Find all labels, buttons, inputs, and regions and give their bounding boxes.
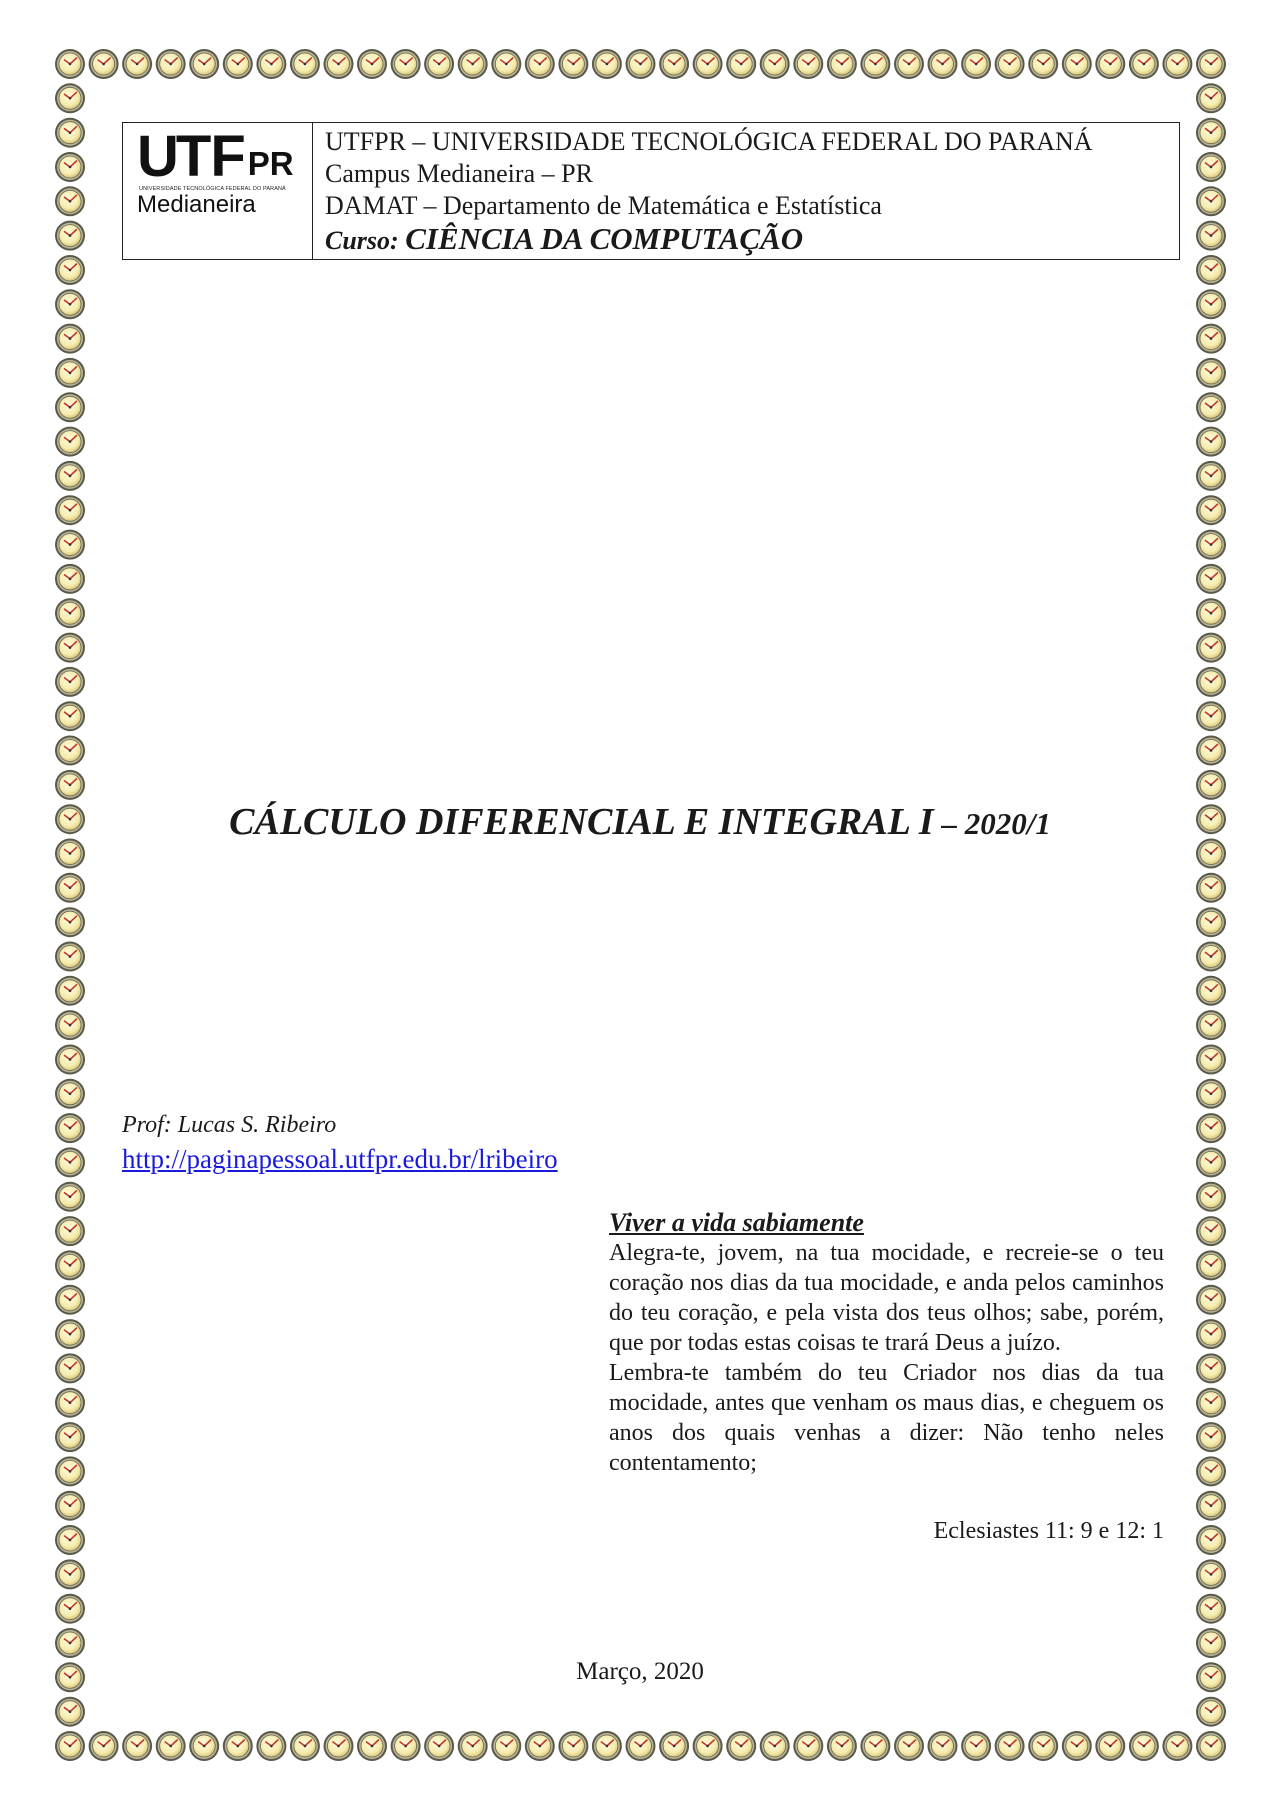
clock-icon xyxy=(793,49,823,79)
quote-box xyxy=(609,1208,1164,1546)
clock-icon xyxy=(961,1731,991,1761)
clock-icon xyxy=(1196,118,1226,148)
clock-icon xyxy=(55,633,85,663)
course-value: CIÊNCIA DA COMPUTAÇÃO xyxy=(405,221,804,256)
clock-icon xyxy=(1196,942,1226,972)
clock-icon xyxy=(1196,83,1226,113)
clock-icon xyxy=(1095,1731,1125,1761)
clock-icon xyxy=(55,221,85,251)
clock-icon xyxy=(357,1731,387,1761)
clock-icon xyxy=(324,1731,354,1761)
quote-title: Viver a vida sabiamente xyxy=(609,1208,864,1237)
clock-icon xyxy=(1196,186,1226,216)
clock-icon xyxy=(55,392,85,422)
clock-icon xyxy=(357,49,387,79)
document-date: Março, 2020 xyxy=(576,1658,704,1685)
clock-icon xyxy=(1196,461,1226,491)
clock-icon xyxy=(55,1525,85,1555)
clock-icon xyxy=(424,1731,454,1761)
clock-icon xyxy=(55,1491,85,1521)
clock-icon xyxy=(1196,358,1226,388)
clock-icon xyxy=(928,1731,958,1761)
clock-icon xyxy=(995,1731,1025,1761)
clock-icon xyxy=(626,1731,656,1761)
clock-icon xyxy=(55,255,85,285)
course-label: Curso: xyxy=(325,226,399,255)
logo-mark: UT F PR xyxy=(137,124,294,189)
clock-icon xyxy=(55,152,85,182)
clock-icon xyxy=(55,1422,85,1452)
clock-icon xyxy=(961,49,991,79)
clock-icon xyxy=(1196,667,1226,697)
clock-icon xyxy=(1196,1731,1226,1761)
clock-icon xyxy=(122,49,152,79)
clock-icon xyxy=(1196,1697,1226,1727)
clock-icon xyxy=(55,495,85,525)
clock-icon xyxy=(1196,255,1226,285)
clock-icon xyxy=(55,1285,85,1315)
clock-icon xyxy=(558,49,588,79)
clock-icon xyxy=(156,49,186,79)
clock-icon xyxy=(995,49,1025,79)
clock-icon xyxy=(1196,1147,1226,1177)
clock-icon xyxy=(89,49,119,79)
clock-icon xyxy=(1196,1113,1226,1143)
clock-icon xyxy=(693,49,723,79)
clock-icon xyxy=(290,1731,320,1761)
clock-icon xyxy=(1196,598,1226,628)
clock-icon xyxy=(55,976,85,1006)
clock-icon xyxy=(1196,1353,1226,1383)
clock-icon xyxy=(55,1697,85,1727)
clock-icon xyxy=(1196,1491,1226,1521)
clock-icon xyxy=(55,1010,85,1040)
clock-icon xyxy=(1062,1731,1092,1761)
clock-icon xyxy=(55,461,85,491)
title-year: – 2020/1 xyxy=(933,806,1051,841)
clock-icon xyxy=(558,1731,588,1761)
clock-icon xyxy=(290,49,320,79)
clock-icon xyxy=(1028,49,1058,79)
clock-icon xyxy=(1196,1594,1226,1624)
clock-icon xyxy=(491,49,521,79)
clock-icon xyxy=(894,1731,924,1761)
clock-icon xyxy=(55,736,85,766)
clock-icon xyxy=(391,49,421,79)
clock-icon xyxy=(1196,530,1226,560)
clock-icon xyxy=(827,1731,857,1761)
clock-icon xyxy=(1196,1182,1226,1212)
clock-icon xyxy=(55,1250,85,1280)
clock-icon xyxy=(55,118,85,148)
clock-icon xyxy=(55,942,85,972)
clock-icon xyxy=(1196,1456,1226,1486)
clock-icon xyxy=(55,1182,85,1212)
clock-icon xyxy=(55,1319,85,1349)
clock-icon xyxy=(525,49,555,79)
clock-icon xyxy=(1196,1525,1226,1555)
clock-icon xyxy=(1196,1628,1226,1658)
clock-icon xyxy=(1196,736,1226,766)
clock-icon xyxy=(55,1388,85,1418)
clock-icon xyxy=(1196,564,1226,594)
clock-icon xyxy=(592,49,622,79)
clock-icon xyxy=(726,49,756,79)
clock-icon xyxy=(1196,495,1226,525)
clock-icon xyxy=(1196,633,1226,663)
clock-icon xyxy=(1196,1319,1226,1349)
clock-icon xyxy=(55,1731,85,1761)
clock-icon xyxy=(1162,49,1192,79)
clock-icon xyxy=(458,1731,488,1761)
clock-icon xyxy=(1129,49,1159,79)
institution-info xyxy=(313,123,1179,259)
clock-icon xyxy=(827,49,857,79)
clock-icon xyxy=(55,1216,85,1246)
clock-icon xyxy=(1129,1731,1159,1761)
department-name: DAMAT – Departamento de Matemática e Estatística xyxy=(325,191,882,220)
clock-icon xyxy=(55,186,85,216)
clock-icon xyxy=(324,49,354,79)
clock-icon xyxy=(1196,873,1226,903)
clock-icon xyxy=(860,1731,890,1761)
quote-paragraph-2: Lembra-te também do teu Criador nos dias da tua mocidade, antes que venham os maus dias, e cheguem os anos dos quais venhas a dizer: Não tenho neles contentamento; xyxy=(609,1360,1164,1476)
clock-icon xyxy=(1196,1079,1226,1109)
clock-icon xyxy=(1196,701,1226,731)
clock-icon xyxy=(760,1731,790,1761)
clock-icon xyxy=(189,49,219,79)
clock-icon xyxy=(55,1079,85,1109)
clock-icon xyxy=(1162,1731,1192,1761)
logo-campus: Medianeira xyxy=(137,191,256,218)
clock-icon xyxy=(55,427,85,457)
document-title xyxy=(0,800,1280,844)
utfpr-logo xyxy=(123,123,313,259)
clock-icon xyxy=(55,1353,85,1383)
logo-tagline: UNIVERSIDADE TECNOLÓGICA FEDERAL DO PARANÁ xyxy=(139,186,286,192)
clock-icon xyxy=(256,49,286,79)
clock-icon xyxy=(659,1731,689,1761)
clock-icon xyxy=(55,598,85,628)
clock-icon xyxy=(592,1731,622,1761)
clock-icon xyxy=(1196,392,1226,422)
clock-icon xyxy=(693,1731,723,1761)
clock-icon xyxy=(1196,976,1226,1006)
clock-icon xyxy=(1196,1010,1226,1040)
clock-icon xyxy=(55,1113,85,1143)
clock-icon xyxy=(55,667,85,697)
clock-icon xyxy=(1196,770,1226,800)
clock-icon xyxy=(458,49,488,79)
clock-icon xyxy=(626,49,656,79)
quote-reference: Eclesiastes 11: 9 e 12: 1 xyxy=(933,1518,1164,1544)
clock-icon xyxy=(1196,427,1226,457)
clock-icon xyxy=(1196,289,1226,319)
clock-icon xyxy=(894,49,924,79)
clock-icon xyxy=(760,49,790,79)
clock-icon xyxy=(189,1731,219,1761)
clock-icon xyxy=(55,873,85,903)
clock-icon xyxy=(55,701,85,731)
clock-icon xyxy=(391,1731,421,1761)
clock-icon xyxy=(55,1147,85,1177)
clock-icon xyxy=(55,1559,85,1589)
clock-icon xyxy=(928,49,958,79)
header-box xyxy=(122,122,1180,260)
clock-icon xyxy=(1196,907,1226,937)
clock-icon xyxy=(1028,1731,1058,1761)
course-line xyxy=(325,222,1169,258)
clock-icon xyxy=(55,358,85,388)
clock-icon xyxy=(55,1456,85,1486)
clock-icon xyxy=(55,83,85,113)
title-main: CÁLCULO DIFERENCIAL E INTEGRAL I xyxy=(229,801,934,843)
clock-icon xyxy=(1196,1045,1226,1075)
clock-icon xyxy=(1196,1388,1226,1418)
clock-icon xyxy=(256,1731,286,1761)
campus-name: Campus Medianeira – PR xyxy=(325,159,593,188)
clock-icon xyxy=(55,1628,85,1658)
quote-paragraph-1: Alegra-te, jovem, na tua mocidade, e recreie-se o teu coração nos dias da tua mocidade, e anda pelos caminhos do teu coração, e pela vista dos teus olhos; sabe, porém, que por todas estas coisas te trará Deus a juízo. xyxy=(609,1240,1164,1356)
professor-name: Prof: Lucas S. Ribeiro xyxy=(122,1112,337,1138)
clock-icon xyxy=(1196,1216,1226,1246)
clock-icon xyxy=(223,49,253,79)
clock-icon xyxy=(122,1731,152,1761)
clock-icon xyxy=(55,1594,85,1624)
clock-icon xyxy=(491,1731,521,1761)
professor-homepage-link[interactable]: http://paginapessoal.utfpr.edu.br/lribeiro xyxy=(122,1144,558,1174)
clock-icon xyxy=(1196,1422,1226,1452)
clock-icon xyxy=(793,1731,823,1761)
clock-icon xyxy=(156,1731,186,1761)
clock-icon xyxy=(1196,152,1226,182)
clock-icon xyxy=(55,770,85,800)
clock-icon xyxy=(89,1731,119,1761)
clock-icon xyxy=(1196,1250,1226,1280)
clock-icon xyxy=(55,324,85,354)
clock-icon xyxy=(55,564,85,594)
clock-icon xyxy=(223,1731,253,1761)
clock-icon xyxy=(659,49,689,79)
clock-icon xyxy=(55,49,85,79)
clock-icon xyxy=(1196,1285,1226,1315)
clock-icon xyxy=(55,1045,85,1075)
clock-icon xyxy=(424,49,454,79)
clock-icon xyxy=(1196,49,1226,79)
university-name: UTFPR – UNIVERSIDADE TECNOLÓGICA FEDERAL DO PARANÁ xyxy=(325,127,1093,156)
clock-icon xyxy=(1062,49,1092,79)
clock-icon xyxy=(860,49,890,79)
clock-icon xyxy=(1095,49,1125,79)
clock-icon xyxy=(1196,1559,1226,1589)
clock-icon xyxy=(726,1731,756,1761)
clock-icon xyxy=(55,907,85,937)
clock-icon xyxy=(55,530,85,560)
clock-icon xyxy=(525,1731,555,1761)
clock-icon xyxy=(1196,221,1226,251)
clock-icon xyxy=(1196,324,1226,354)
clock-icon xyxy=(55,289,85,319)
